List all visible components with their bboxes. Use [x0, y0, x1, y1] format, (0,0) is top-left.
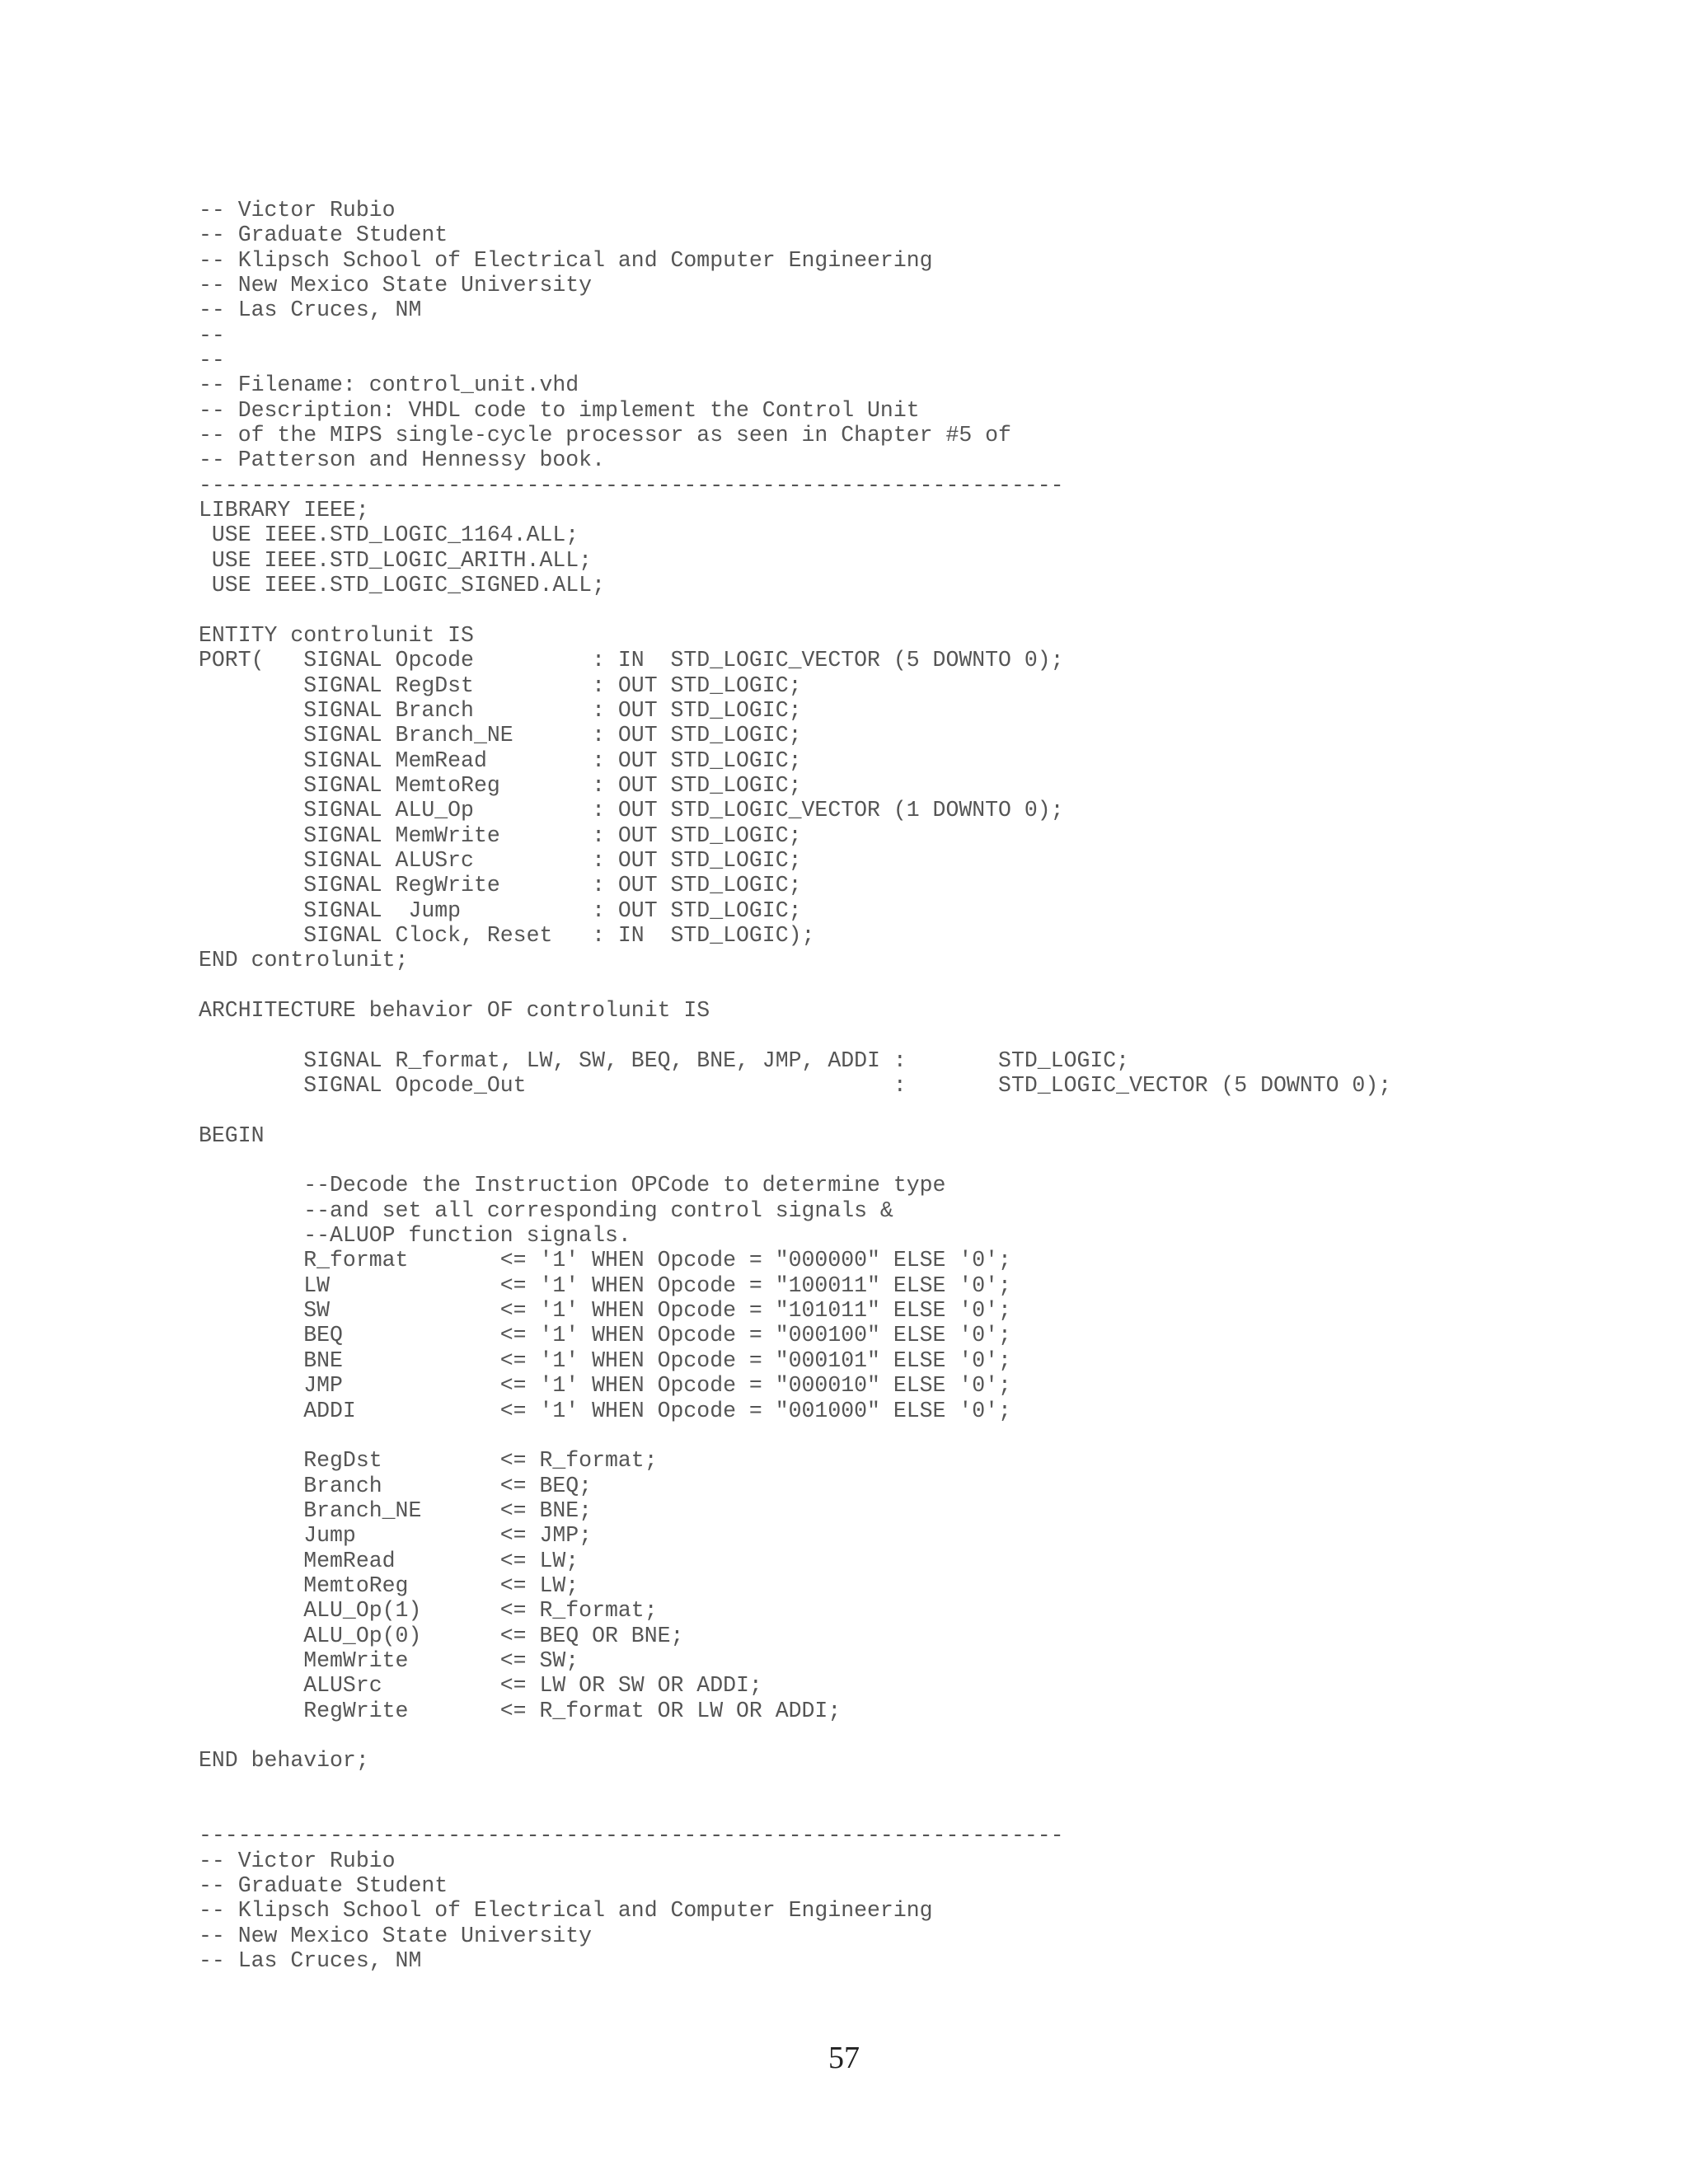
code-line: MemtoReg <= LW;	[199, 1572, 579, 1598]
code-line: SIGNAL Branch_NE : OUT STD_LOGIC;	[199, 723, 802, 748]
code-line	[199, 1148, 1391, 1173]
code-line: SW <= '1' WHEN Opcode = "101011" ELSE '0';	[199, 1298, 1011, 1324]
code-line: ENTITY controlunit IS	[199, 622, 474, 648]
code-line: Jump <= JMP;	[199, 1523, 593, 1549]
code-line: -- Filename: control_unit.vhd	[199, 373, 579, 398]
code-line: SIGNAL R_format, LW, SW, BEQ, BNE, JMP, ADDI : STD_LOGIC;	[199, 1047, 1130, 1073]
code-line: --	[199, 348, 225, 373]
code-line: SIGNAL Jump : OUT STD_LOGIC;	[199, 898, 802, 923]
code-line: ------------------------------------------------------------------	[199, 1823, 1064, 1849]
code-line: BEQ <= '1' WHEN Opcode = "000100" ELSE '0';	[199, 1323, 1011, 1348]
code-line: -- Graduate Student	[199, 1873, 448, 1899]
code-line: LW <= '1' WHEN Opcode = "100011" ELSE '0';	[199, 1272, 1011, 1298]
code-line: --Decode the Instruction OPCode to determine type	[199, 1173, 946, 1198]
code-line	[199, 973, 1391, 998]
code-line	[199, 1798, 1391, 1823]
code-line	[199, 1774, 1391, 1798]
code-line: RegWrite <= R_format OR LW OR ADDI;	[199, 1698, 842, 1723]
code-line: R_format <= '1' WHEN Opcode = "000000" ELSE '0';	[199, 1248, 1011, 1273]
code-line: SIGNAL MemtoReg : OUT STD_LOGIC;	[199, 772, 802, 798]
code-line: PORT( SIGNAL Opcode : IN STD_LOGIC_VECTOR (5 DOWNTO 0);	[199, 648, 1064, 673]
code-line: ------------------------------------------------------------------	[199, 472, 1064, 498]
code-line: USE IEEE.STD_LOGIC_SIGNED.ALL;	[199, 573, 605, 598]
code-line: -- Patterson and Hennessy book.	[199, 448, 605, 473]
code-line: SIGNAL MemRead : OUT STD_LOGIC;	[199, 748, 802, 773]
code-line: SIGNAL Opcode_Out : STD_LOGIC_VECTOR (5 DOWNTO 0);	[199, 1073, 1392, 1099]
code-line	[199, 1423, 1391, 1448]
code-line: SIGNAL Clock, Reset : IN STD_LOGIC);	[199, 922, 815, 948]
code-line: -- Las Cruces, NM	[199, 1948, 422, 1974]
code-listing	[199, 198, 1391, 1973]
code-line: BEGIN	[199, 1122, 265, 1148]
code-line: ALU_Op(1) <= R_format;	[199, 1598, 658, 1624]
code-line: MemWrite <= SW;	[199, 1647, 579, 1673]
code-line: BNE <= '1' WHEN Opcode = "000101" ELSE '0';	[199, 1347, 1011, 1373]
code-line: -- New Mexico State University	[199, 273, 593, 298]
code-line: SIGNAL ALU_Op : OUT STD_LOGIC_VECTOR (1 DOWNTO 0);	[199, 798, 1064, 823]
code-line	[199, 1023, 1391, 1047]
code-line: USE IEEE.STD_LOGIC_1164.ALL;	[199, 523, 579, 548]
code-line: -- Victor Rubio	[199, 1848, 396, 1873]
code-line	[199, 1723, 1391, 1748]
code-line: -- Klipsch School of Electrical and Computer Engineering	[199, 247, 933, 273]
code-line: SIGNAL RegDst : OUT STD_LOGIC;	[199, 673, 802, 698]
code-line: --and set all corresponding control signals &	[199, 1197, 893, 1223]
code-line: END behavior;	[199, 1748, 369, 1774]
code-line: -- of the MIPS single-cycle processor as seen in Chapter #5 of	[199, 423, 1011, 448]
code-line: -- Graduate Student	[199, 223, 448, 248]
code-line: ARCHITECTURE behavior OF controlunit IS	[199, 998, 710, 1023]
code-line: --ALUOP function signals.	[199, 1223, 631, 1249]
code-line: SIGNAL ALUSrc : OUT STD_LOGIC;	[199, 847, 802, 873]
code-line: SIGNAL MemWrite : OUT STD_LOGIC;	[199, 823, 802, 848]
code-line: --	[199, 322, 225, 348]
code-line	[199, 598, 1391, 623]
code-line: -- Las Cruces, NM	[199, 298, 422, 323]
code-line: RegDst <= R_format;	[199, 1448, 658, 1474]
code-line: LIBRARY IEEE;	[199, 498, 369, 523]
code-line: JMP <= '1' WHEN Opcode = "000010" ELSE '0';	[199, 1373, 1011, 1399]
code-line: ADDI <= '1' WHEN Opcode = "001000" ELSE '0';	[199, 1398, 1011, 1423]
page-number: 57	[828, 2041, 860, 2075]
code-line: Branch <= BEQ;	[199, 1473, 593, 1498]
code-line: SIGNAL Branch : OUT STD_LOGIC;	[199, 697, 802, 723]
code-line: -- Klipsch School of Electrical and Computer Engineering	[199, 1898, 933, 1924]
code-line: -- Victor Rubio	[199, 198, 396, 223]
code-line: ALUSrc <= LW OR SW OR ADDI;	[199, 1673, 762, 1699]
code-line: SIGNAL RegWrite : OUT STD_LOGIC;	[199, 873, 802, 898]
code-line: END controlunit;	[199, 948, 409, 973]
code-line: Branch_NE <= BNE;	[199, 1497, 593, 1523]
code-line: -- Description: VHDL code to implement the Control Unit	[199, 397, 920, 423]
code-line: ALU_Op(0) <= BEQ OR BNE;	[199, 1623, 684, 1648]
code-line: -- New Mexico State University	[199, 1923, 593, 1948]
code-line: USE IEEE.STD_LOGIC_ARITH.ALL;	[199, 547, 593, 573]
code-line: MemRead <= LW;	[199, 1548, 579, 1573]
code-line	[199, 1098, 1391, 1122]
